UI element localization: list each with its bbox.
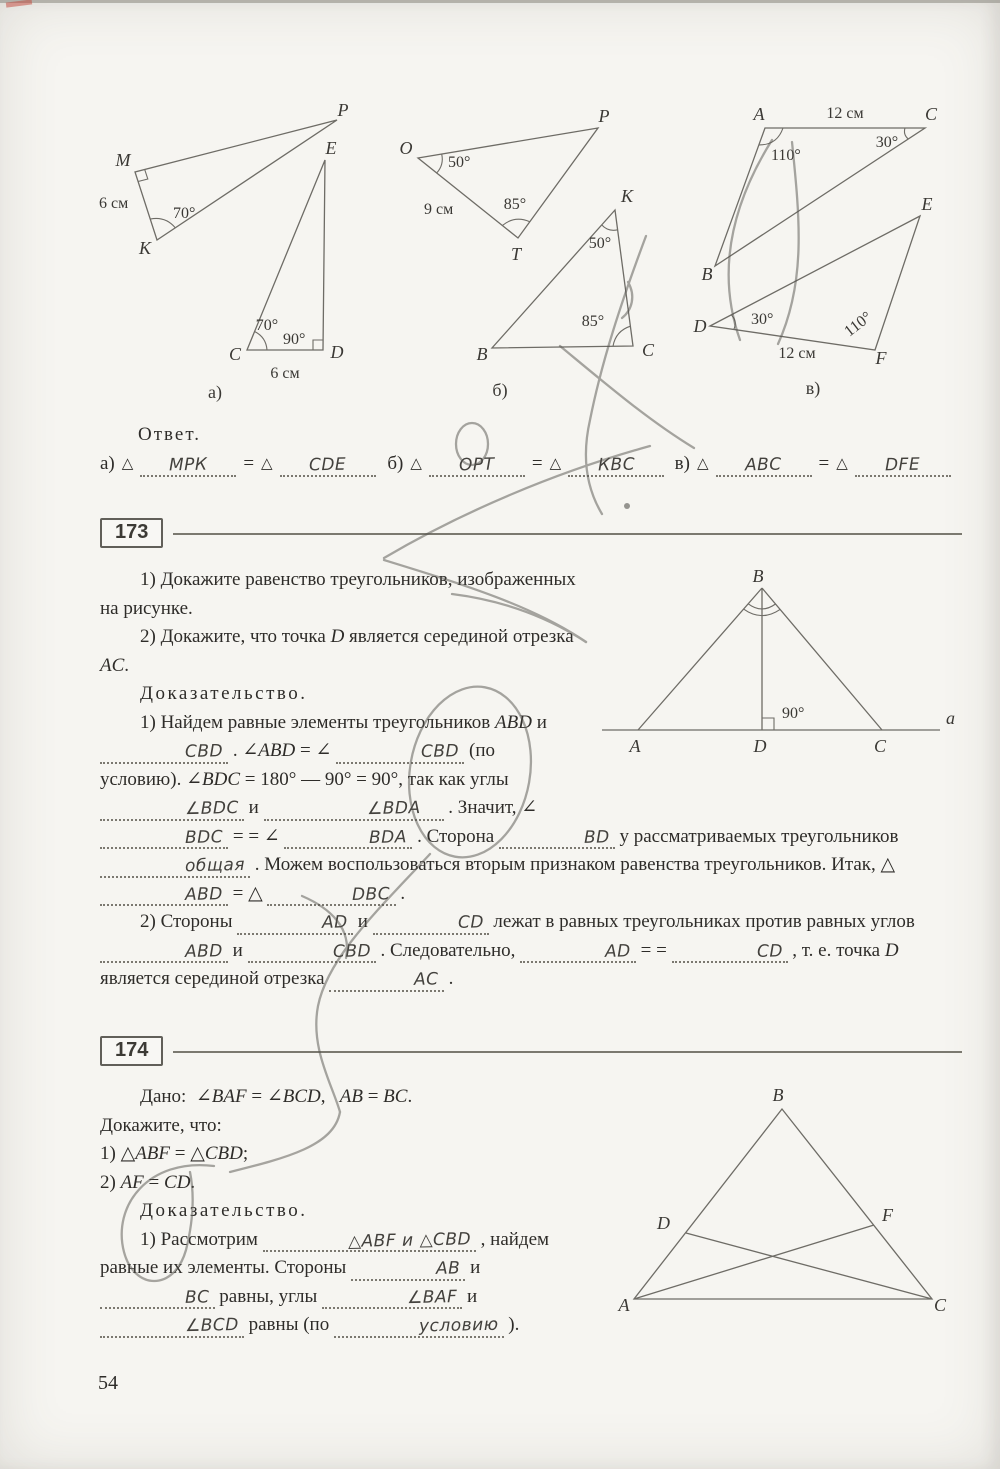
handwriting: AD bbox=[322, 912, 349, 933]
pencil-dot bbox=[624, 503, 630, 509]
text-run: ). bbox=[503, 1314, 520, 1335]
side-label-MK: 6 см bbox=[99, 195, 129, 212]
text-run: равны (по bbox=[243, 1314, 334, 1335]
handwriting: ∠BCD bbox=[184, 1315, 240, 1337]
text-run: ∠BCD bbox=[266, 1086, 321, 1107]
handwritten-fill bbox=[264, 798, 444, 821]
vertex-label-B: B bbox=[701, 264, 713, 284]
header-rule bbox=[173, 1051, 962, 1053]
text-run: D bbox=[330, 626, 345, 647]
vertex-label-F: F bbox=[875, 348, 887, 368]
text-run: CD bbox=[164, 1171, 191, 1193]
angle-label-K: 50° bbox=[588, 235, 612, 252]
text-run: ∠BAF bbox=[195, 1086, 247, 1107]
problem-173-body bbox=[100, 566, 962, 994]
text-run: ; bbox=[242, 1143, 249, 1164]
text-run: является серединой отрезка bbox=[100, 939, 904, 989]
angle-label-C: 30° bbox=[875, 134, 899, 151]
line-label-a: a bbox=[946, 708, 955, 728]
text-run: . Значит, ∠ bbox=[443, 797, 542, 818]
equals-sign: = bbox=[818, 453, 830, 474]
handwriting: КВС bbox=[597, 454, 635, 476]
text-run: Дано: bbox=[140, 1086, 196, 1107]
text-run: у рассматриваемых треугольников bbox=[614, 825, 904, 847]
angle-arc-D bbox=[731, 315, 735, 330]
handwritten-fill bbox=[351, 1258, 465, 1281]
vertex-label-P: P bbox=[337, 100, 349, 120]
angle-label-C: 85° bbox=[581, 313, 605, 330]
answer-block bbox=[100, 424, 962, 477]
handwriting: условию bbox=[418, 1314, 499, 1337]
angle-label-O: 50° bbox=[448, 154, 471, 171]
text-run: Докажите, что: bbox=[100, 1114, 222, 1136]
angle-arc-O bbox=[437, 154, 443, 173]
text-run: . bbox=[190, 1171, 196, 1193]
scan-artifact-red bbox=[6, 0, 32, 8]
handwritten-fill bbox=[855, 454, 951, 477]
handwriting: CD bbox=[457, 912, 484, 933]
handwriting: △ABF и △CBD bbox=[347, 1228, 472, 1252]
handwriting: AD bbox=[604, 940, 632, 962]
answer-item-label: б) bbox=[387, 453, 404, 474]
vertex-label-D: D bbox=[753, 736, 767, 756]
text-run: . Сторона bbox=[412, 825, 499, 847]
angle-label-C: 70° bbox=[255, 317, 279, 334]
answer-item-label: а) bbox=[100, 453, 115, 474]
text-run: и bbox=[352, 911, 373, 932]
angle-arc-K bbox=[602, 225, 618, 230]
handwritten-fill bbox=[237, 912, 353, 935]
text-run: ABF bbox=[135, 1143, 171, 1164]
handwritten-fill bbox=[100, 855, 250, 878]
text-run: = △ bbox=[227, 882, 268, 904]
side-label-DF: 12 см bbox=[778, 345, 816, 362]
angle-label-D: 90° bbox=[782, 705, 805, 722]
handwritten-fill bbox=[672, 941, 788, 964]
figure-a-caption: а) bbox=[208, 382, 222, 402]
handwritten-fill bbox=[100, 941, 228, 964]
handwriting: ABD bbox=[184, 940, 224, 962]
text-run: = 180° — 90° = 90°, так как углы bbox=[240, 768, 514, 790]
text-run: Доказательство. bbox=[140, 1200, 308, 1221]
equals-sign: = bbox=[243, 453, 255, 474]
angle-label-T: 85° bbox=[503, 196, 527, 213]
vertex-label-K: K bbox=[621, 186, 634, 206]
segment-AF bbox=[634, 1225, 874, 1299]
vertex-label-P: P bbox=[598, 106, 610, 126]
triangle-ABC bbox=[634, 1109, 932, 1299]
text-run: 2) Стороны bbox=[140, 911, 238, 932]
handwritten-fill bbox=[329, 969, 444, 992]
triangle-symbol: △ bbox=[261, 454, 273, 472]
vertex-label-O: O bbox=[399, 138, 413, 158]
problem-number: 173 bbox=[115, 521, 149, 543]
figure-174 bbox=[600, 1085, 962, 1338]
handwriting: DFE bbox=[884, 454, 921, 476]
vertex-label-C: C bbox=[228, 344, 242, 364]
handwritten-fill bbox=[373, 912, 489, 935]
angle-label-D: 30° bbox=[751, 311, 774, 328]
vertex-label-E: E bbox=[325, 138, 337, 158]
handwritten-fill bbox=[100, 827, 228, 850]
side-label-AC: 12 см bbox=[826, 105, 864, 122]
handwriting: МРК bbox=[168, 454, 208, 476]
figure-173-svg bbox=[590, 568, 962, 780]
problem-174-header bbox=[100, 1036, 962, 1066]
vertex-label-C: C bbox=[642, 340, 655, 360]
triangle-symbol: △ bbox=[836, 454, 848, 472]
handwriting: общая bbox=[184, 854, 246, 877]
handwriting: ABD bbox=[184, 883, 224, 905]
text-run: и bbox=[227, 939, 248, 961]
vertex-label-B: B bbox=[772, 1085, 784, 1105]
handwritten-fill bbox=[267, 884, 395, 907]
figure-a bbox=[85, 92, 377, 404]
handwritten-fill bbox=[100, 741, 228, 764]
vertex-label-K: K bbox=[138, 238, 152, 258]
figure-b-caption: б) bbox=[492, 380, 508, 400]
triangle-symbol: △ bbox=[696, 454, 709, 472]
handwriting: CBD bbox=[184, 741, 224, 762]
text-run: AB bbox=[339, 1086, 363, 1107]
vertex-label-E: E bbox=[921, 194, 933, 214]
text-run: . bbox=[228, 740, 243, 761]
vertex-label-M: M bbox=[115, 150, 131, 170]
problem-174-body bbox=[100, 1083, 962, 1348]
angle-arc-T bbox=[502, 219, 529, 225]
problem-173-header bbox=[100, 518, 962, 548]
handwritten-fill bbox=[100, 1287, 215, 1310]
handwritten-fill bbox=[248, 941, 376, 964]
text-run: и bbox=[465, 1257, 485, 1278]
handwriting: ∠BAF bbox=[406, 1286, 458, 1308]
angle-arc-C bbox=[904, 128, 908, 139]
figure-173 bbox=[590, 568, 962, 785]
text-run: AF bbox=[120, 1171, 144, 1193]
vertex-label-C: C bbox=[933, 1295, 947, 1315]
text-run: . bbox=[407, 1086, 413, 1107]
text-run: . Можем воспользоваться вторым признаком равенства треугольников. Итак, △ bbox=[250, 854, 900, 875]
problem-number-box bbox=[100, 518, 163, 548]
handwritten-fill bbox=[280, 454, 376, 477]
text-run: = △ bbox=[170, 1143, 205, 1164]
text-run: = bbox=[143, 1171, 165, 1193]
handwriting: BDC bbox=[184, 826, 224, 848]
text-run: . bbox=[124, 654, 130, 676]
figure-v-caption: в) bbox=[805, 378, 821, 398]
handwritten-fill bbox=[322, 1287, 462, 1310]
handwriting: ∠BDC bbox=[184, 798, 240, 820]
handwritten-fill bbox=[336, 741, 464, 764]
segment-BA bbox=[638, 588, 762, 730]
figure-b bbox=[388, 90, 673, 405]
right-angle-mark-D bbox=[762, 718, 774, 730]
text-run: равны, углы bbox=[214, 1285, 322, 1307]
handwriting: CBD bbox=[420, 741, 460, 762]
handwriting: BC bbox=[184, 1286, 210, 1308]
vertex-label-D: D bbox=[330, 342, 344, 362]
text-run: 1) △ bbox=[100, 1143, 136, 1164]
handwritten-fill bbox=[100, 1315, 244, 1338]
handwriting: BD bbox=[583, 826, 610, 848]
answer-item-label: в) bbox=[674, 453, 690, 474]
angle-arc-C bbox=[613, 326, 630, 346]
vertex-label-D: D bbox=[693, 316, 707, 336]
text-run: Доказательство. bbox=[140, 683, 308, 704]
text-run: 1) Рассмотрим bbox=[140, 1228, 263, 1250]
triangle-symbol: △ bbox=[121, 454, 134, 472]
segment-DC bbox=[686, 1233, 932, 1299]
angle-label-F: 110° bbox=[841, 308, 876, 341]
header-rule bbox=[173, 533, 962, 535]
text-run: является серединой отрезка bbox=[344, 626, 579, 647]
handwritten-fill bbox=[263, 1230, 476, 1253]
text-run: и bbox=[243, 797, 264, 818]
equals-sign: = bbox=[531, 453, 543, 474]
angle-label-K: 70° bbox=[173, 205, 196, 222]
text-run: CBD bbox=[204, 1143, 243, 1164]
vertex-label-T: T bbox=[510, 244, 522, 264]
text-run: . Следовательно, bbox=[375, 939, 521, 961]
answer-row bbox=[100, 453, 962, 477]
side-label-CD: 6 см bbox=[270, 365, 300, 382]
handwritten-fill bbox=[140, 454, 236, 477]
text-run: 2) bbox=[100, 1171, 121, 1193]
side-label-OT: 9 см bbox=[424, 201, 454, 218]
angle-arc-C bbox=[255, 332, 267, 351]
text-run: = = ∠ bbox=[228, 825, 285, 847]
problem-number: 174 bbox=[115, 1039, 149, 1061]
text-run: и bbox=[462, 1285, 482, 1307]
text-run: . bbox=[395, 882, 406, 904]
text-run: и bbox=[531, 711, 552, 733]
handwritten-fill bbox=[499, 827, 615, 850]
handwritten-fill bbox=[716, 454, 812, 477]
vertex-label-A: A bbox=[753, 104, 765, 124]
text-run: . bbox=[443, 968, 454, 989]
text-run: = bbox=[246, 1086, 267, 1107]
text-run: лежат в равных треугольниках против равных углов bbox=[488, 911, 920, 932]
handwriting: AC bbox=[414, 969, 440, 990]
angle-arc-K bbox=[150, 218, 175, 227]
text-run: 1) Найдем равные элементы треугольников bbox=[140, 711, 495, 733]
handwriting: ∠BDA bbox=[366, 798, 421, 820]
angle-label-A: 110° bbox=[771, 147, 801, 164]
vertex-label-C: C bbox=[873, 736, 887, 756]
triangle-symbol: △ bbox=[410, 454, 422, 472]
handwritten-fill bbox=[429, 454, 525, 477]
text-run: = ∠ bbox=[295, 740, 337, 761]
handwritten-fill bbox=[100, 798, 244, 821]
vertex-label-B: B bbox=[476, 344, 488, 364]
answer-title: Ответ. bbox=[138, 424, 201, 445]
text-run: ∠BDC bbox=[186, 768, 240, 790]
handwriting: АВС bbox=[744, 454, 783, 476]
text-run: AC bbox=[100, 654, 125, 676]
vertex-label-F: F bbox=[882, 1205, 893, 1225]
text-run: BC bbox=[383, 1086, 408, 1107]
handwriting: ОРТ bbox=[458, 454, 495, 476]
vertex-label-D: D bbox=[657, 1213, 670, 1233]
answer-item-a bbox=[100, 453, 387, 477]
figure-v bbox=[665, 88, 967, 405]
vertex-label-C: C bbox=[924, 104, 938, 124]
vertex-label-A: A bbox=[618, 1295, 630, 1315]
handwriting: CDE bbox=[308, 454, 347, 476]
triangle-MKP bbox=[135, 120, 337, 240]
text-run: = = bbox=[635, 939, 672, 961]
handwriting: DBC bbox=[352, 883, 391, 905]
handwritten-fill bbox=[568, 454, 664, 477]
handwriting: BDA bbox=[369, 826, 408, 848]
answer-item-b bbox=[387, 453, 674, 477]
handwritten-fill bbox=[520, 941, 636, 964]
handwritten-fill bbox=[100, 884, 228, 907]
text-run: , найдем равные их элементы. Стороны bbox=[100, 1228, 554, 1278]
handwriting: CBD bbox=[332, 940, 371, 962]
text-run: ABD bbox=[495, 711, 532, 733]
text-run: D bbox=[884, 939, 899, 961]
handwritten-fill bbox=[334, 1315, 504, 1338]
vertex-label-B: B bbox=[752, 566, 764, 586]
handwritten-fill bbox=[284, 827, 412, 850]
page-number: 54 bbox=[98, 1372, 118, 1394]
problem-number-box bbox=[100, 1036, 163, 1066]
figure-174-svg bbox=[600, 1085, 962, 1333]
text-run: , т. е. точка bbox=[787, 939, 885, 961]
p173-par5 bbox=[100, 908, 962, 994]
angle-label-D: 90° bbox=[283, 331, 306, 348]
handwriting: AB bbox=[435, 1258, 461, 1279]
triangle-symbol: △ bbox=[549, 454, 562, 472]
answer-item-v bbox=[675, 453, 962, 477]
vertex-label-A: A bbox=[629, 736, 641, 756]
handwriting: CD bbox=[756, 940, 783, 962]
text-run: , bbox=[320, 1086, 340, 1107]
text-run: 1) Докажите равенство треугольников, изображенных на рисунке. bbox=[100, 569, 581, 619]
triangle-DEF bbox=[710, 216, 920, 350]
text-run: (по условию). bbox=[100, 740, 500, 790]
text-run: ∠ABD bbox=[242, 740, 296, 761]
text-run: 2) Докажите, что точка bbox=[140, 626, 331, 647]
right-angle-mark-D bbox=[313, 340, 323, 350]
text-run: = bbox=[362, 1086, 384, 1107]
